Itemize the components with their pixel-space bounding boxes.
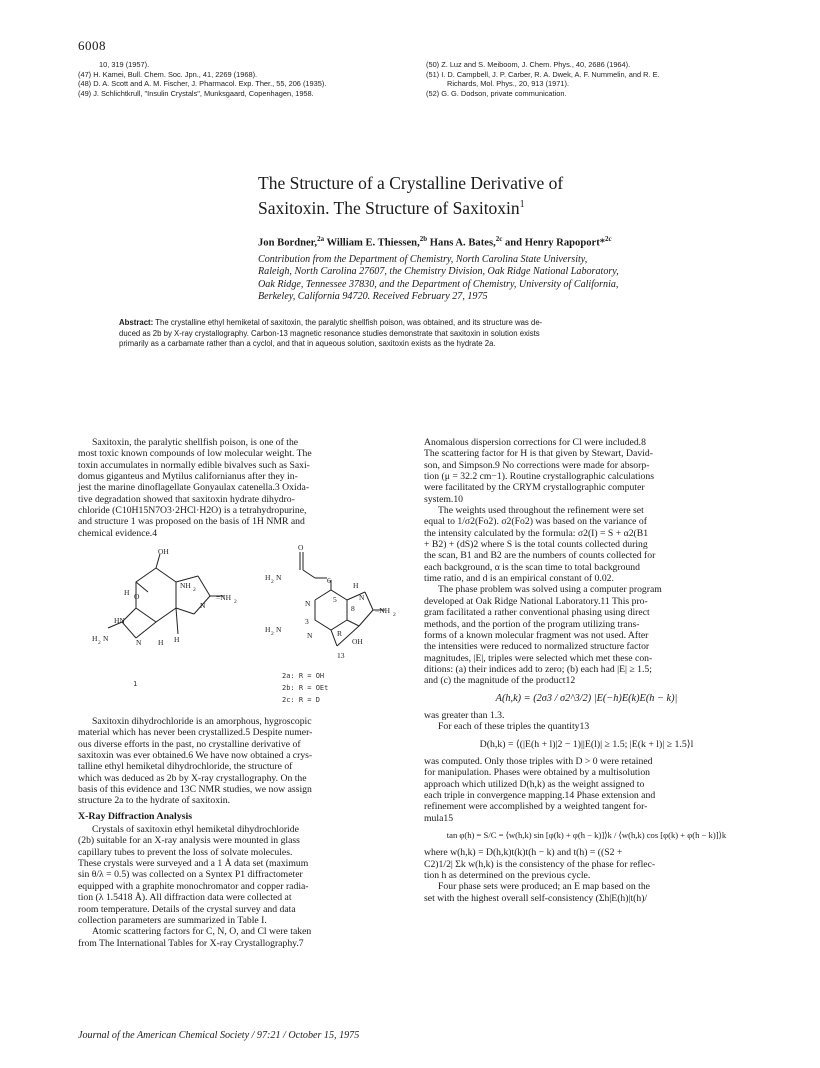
svg-text:HN: HN [114, 616, 125, 625]
reference-line: Richards, Mol. Phys., 20, 913 (1971). [447, 79, 570, 89]
left-column-lower [78, 716, 400, 949]
references-right [426, 60, 786, 98]
svg-text:H: H [265, 573, 271, 582]
structure-2-diagram [255, 540, 405, 665]
author-name: and Henry Rapoport* [502, 237, 606, 249]
page-number: 6008 [78, 38, 106, 53]
structure-1-diagram [86, 548, 246, 663]
paragraph: Saxitoxin, the paralytic shellfish poison, is one of the most toxic known compounds of low molecular weight. The toxin accumulates in normally edible bivalves such as Saxi- domus giganteus and Mytilus californianus after they in- jest the marine dinoflagellate Gonyaulax catenella.3 Oxida- tive degradation showed that saxitoxin hydrate dihydro- chloride (C10H15N7O3·2HCl·H2O) is a tetrahydropurine, and structure 1 was proposed on the basis of 1H NMR and chemical evidence.4 [78, 437, 312, 539]
equation-1: A(h,k) = (2σ3 / σ2^3/2) |E(−h)E(k)E(h − k)| [495, 692, 678, 704]
svg-text:N: N [359, 593, 365, 602]
svg-text:3: 3 [305, 617, 309, 626]
svg-text:N: N [305, 599, 311, 608]
reference-line: 10, 319 (1957). [99, 60, 150, 69]
svg-text:H: H [353, 581, 359, 590]
author-name: William E. Thiessen, [324, 237, 420, 249]
svg-text:OH: OH [352, 637, 363, 646]
svg-text:=NH: =NH [216, 593, 232, 602]
svg-text:2: 2 [193, 587, 196, 593]
svg-text:NH: NH [180, 581, 191, 590]
structure-2-labels: 2a: R = OH 2b: R = OEt 2c: R = D [282, 672, 329, 704]
reference-line: (48) D. A. Scott and A. M. Fischer, J. Pharmacol. Exp. Ther., 55, 206 (1935). [78, 79, 327, 89]
left-column [78, 437, 400, 539]
svg-text:R: R [337, 629, 343, 638]
svg-text:2: 2 [393, 612, 396, 618]
abstract: Abstract: The crystalline ethyl hemiketal of saxitoxin, the paralytic shellfish poison, was obtained, and its structure was de- duced as 2b by X-ray crystallography. Carbon-13 magnetic resonance studies demonstrate that saxitoxin in solution exists primarily as a carbamate rather than a cyclol, and that in aqueous solution, saxitoxin exists as the hydrate 2a. [119, 318, 543, 349]
paragraph: The weights used throughout the refinement were set equal to 1/σ2(Fo2). σ2(Fo2) was based on the variance of the intensity calculated by the formula: σ2(I) = S + α2(B1 + B2) + (dS)2 where S is the total counts collected during the scan, B1 and B2 are the numbers of counts collected for each background, α is the scan time to total background time ratio, and d is an empirical constant of 0.02. [424, 505, 656, 585]
svg-text:O: O [134, 592, 140, 601]
reference-line: (47) H. Kamei, Bull. Chem. Soc. Jpn., 41, 2269 (1968). [78, 69, 258, 79]
svg-text:13: 13 [337, 651, 345, 660]
paragraph: was computed. Only those triples with D > 0 were retained for manipulation. Phases were obtained by a multisolution approach which utilized D(h,k) as the weight assigned to each triple in convergence mapping.14 Phase extension and refinement were accomplished by a weighted tangent for- mula15 [424, 755, 656, 824]
svg-text:5: 5 [333, 595, 337, 604]
title-line: Saxitoxin. The Structure of Saxitoxin$^1$ [258, 197, 525, 218]
author-name: Hans A. Bates, [427, 237, 496, 249]
abstract-label: Abstract: [119, 318, 154, 327]
section-heading: X-Ray Diffraction Analysis [78, 810, 193, 822]
svg-text:8: 8 [351, 604, 355, 613]
paragraph: Saxitoxin dihydrochloride is an amorphous, hygroscopic material which has never been crystallized.5 Despite numer- ous diverse efforts in the past, no crystalline derivative of saxitoxin was ever obtained.6 We have now obtained a crys- talline ethyl hemiketal dihydrochloride, the structure of which was deduced as 2b by X-ray crystallography. On the basis of this evidence and 13C NMR studies, we now assign structure 2a to the hydrate of saxitoxin. [78, 716, 313, 807]
reference-line: (50) Z. Luz and S. Meiboom, J. Chem. Phys., 40, 2686 (1964). [426, 60, 631, 69]
article-title [258, 173, 778, 219]
svg-text:OH: OH [158, 548, 169, 556]
reference-line: (51) I. D. Campbell, J. P. Carber, R. A. Dwek, A. F. Nummelin, and R. E. [426, 69, 660, 79]
paragraph: where w(h,k) = D(h,k)t(k)t(h − k) and t(h) = ((S2 + C2)1/2| Σk w(h,k) is the consistency of the phase for reflec- tion h as determined on the previous cycle. [424, 847, 656, 882]
svg-text:N: N [276, 573, 282, 582]
reference-line: (49) J. Schlichtkrull, "Insulin Crystals", Munksgaard, Copenhagen, 1958. [78, 88, 314, 98]
paragraph: was greater than 1.3. [424, 709, 505, 721]
paragraph: The phase problem was solved using a computer program developed at Oak Ridge National Laboratory.11 This pro- gram facilitated a rather conventional phasing using direct methods, and the portion of the program utilizing trans- forms of a known molecular fragment was not used. After the intensities were reduced to normalized structure factor magnitudes, |E|, triples were selected which met these con- ditions: (a) their indices add to zero; (b) each had |E| ≥ 1.5; and (c) the magnitude of the product12 [424, 584, 662, 687]
svg-text:2: 2 [271, 579, 274, 585]
svg-text:2: 2 [271, 631, 274, 637]
svg-text:N: N [307, 631, 313, 640]
reference-line: (52) G. G. Dodson, private communication. [426, 88, 567, 98]
structure-1-label: 1 [133, 680, 138, 688]
svg-text:N: N [276, 625, 282, 634]
svg-text:N: N [103, 634, 109, 643]
paragraph: For each of these triples the quantity13 [438, 721, 590, 733]
author-name: Jon Bordner, [258, 237, 318, 249]
right-column [424, 437, 749, 904]
svg-text:2: 2 [234, 599, 237, 605]
affiliation: Contribution from the Department of Chemistry, North Carolina State University, Raleigh, North Carolina 27607, the Chemistry Division, Oak Ridge National Laboratory, Oak Ridge, Tennessee 37830, and the Department of Chemistry, University of California, Berkeley, California 94720. Received February 27, 1975 [258, 254, 619, 303]
paragraph: Atomic scattering factors for C, N, O, and Cl were taken from The International Tables for X-ray Crystallography.7 [78, 926, 312, 949]
journal-footer: Journal of the American Chemical Society / 97:21 / October 15, 1975 [78, 1030, 360, 1041]
references-left [78, 60, 408, 98]
equation-3: tan φ(h) = S/C = ⟨w(h,k) sin [φ(k) + φ(h − k)]⟩k / ⟨w(h,k) cos [φ(k) + φ(h − k)]⟩k [446, 830, 727, 840]
svg-text:N: N [136, 638, 142, 647]
paragraph: Four phase sets were produced; an E map based on the set with the highest overall self-consistency (Σh|E(h)|t(h)/ [424, 881, 650, 904]
paragraph: Crystals of saxitoxin ethyl hemiketal dihydrochloride (2b) suitable for an X-ray analysis were mounted in glass capillary tubes to prevent the loss of solvate molecules. These crystals were surveyed and a 1 Å data set (maximum sin θ/λ = 0.5) was collected on a Syntex P1 diffractometer equipped with a graphite monochromator and copper radia- tion (λ 1.5418 Å). All diffraction data were collected at room temperature. Details of the crystal survey and data collection parameters are summarized in Table I. [78, 824, 309, 926]
svg-text:=NH: =NH [375, 606, 391, 615]
svg-text:H: H [265, 625, 271, 634]
svg-text:H: H [92, 634, 98, 643]
svg-text:N: N [200, 601, 206, 610]
paragraph: Anomalous dispersion corrections for Cl were included.8 The scattering factor for H is that given by Stewart, David- son, and Simpson.9 No corrections were made for absorp- tion (μ = 32.2 cm−1). Routine crystallographic calculations were facilitated by the CRYM crystallographic computer system.10 [424, 437, 654, 505]
author-list: Jon Bordner,$^{2a}$ William E. Thiessen,$^{2b}$ Hans A. Bates,$^{2c}$ and Henry Rapoport*$^{2c}$ [258, 235, 612, 249]
svg-text:H: H [124, 588, 130, 597]
title-line: The Structure of a Crystalline Derivative of [258, 173, 564, 193]
svg-text:6: 6 [327, 576, 331, 585]
svg-text:H: H [174, 635, 180, 644]
svg-text:O: O [298, 543, 304, 552]
svg-text:2: 2 [98, 640, 101, 646]
equation-2: D(h,k) = ⟨(|E(h + l)|2 − 1)||E(l)| ≥ 1.5; |E(k + l)| ≥ 1.5⟩l [479, 738, 694, 750]
svg-text:H: H [158, 638, 164, 647]
